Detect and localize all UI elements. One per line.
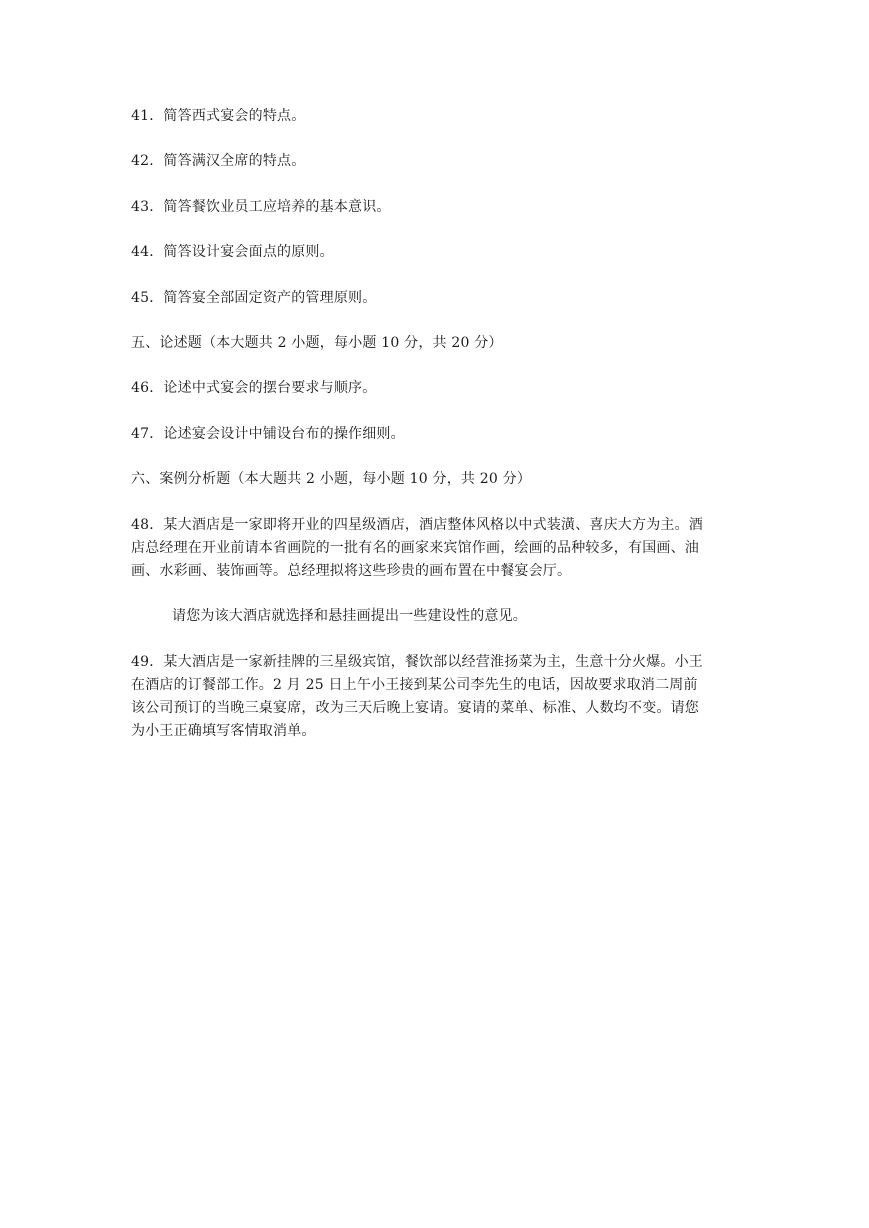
question-48-line: 48．某大酒店是一家即将开业的四星级酒店，酒店整体风格以中式装潢、喜庆大方为主。酒 — [131, 517, 704, 533]
question-48-prompt: 请您为该大酒店就选择和悬挂画提出一些建设性的意见。 — [172, 608, 527, 624]
question-44: 44．简答设计宴会面点的原则。 — [131, 244, 334, 260]
question-46: 46．论述中式宴会的摆台要求与顺序。 — [131, 380, 377, 396]
question-49-line: 该公司预订的当晚三桌宴席，改为三天后晚上宴请。宴请的菜单、标准、人数均不变。请您 — [131, 700, 699, 716]
question-41: 41．简答西式宴会的特点。 — [131, 108, 306, 124]
section-5-heading: 五、论述题（本大题共 2 小题，每小题 10 分，共 20 分） — [131, 335, 503, 351]
question-47: 47．论述宴会设计中铺设台布的操作细则。 — [131, 426, 405, 442]
question-48-line: 店总经理在开业前请本省画院的一批有名的画家来宾馆作画，绘画的品种较多，有国画、油 — [131, 540, 699, 556]
section-6-heading: 六、案例分析题（本大题共 2 小题，每小题 10 分，共 20 分） — [131, 471, 532, 487]
question-49-line: 在酒店的订餐部工作。2 月 25 日上午小王接到某公司李先生的电话，因故要求取消二周前 — [131, 677, 698, 693]
question-49-line: 为小王正确填写客情取消单。 — [131, 723, 316, 739]
question-42: 42．简答满汉全席的特点。 — [131, 153, 306, 169]
question-43: 43．简答餐饮业员工应培养的基本意识。 — [131, 199, 391, 215]
question-45: 45．简答宴全部固定资产的管理原则。 — [131, 290, 377, 306]
question-48-line: 画、水彩画、装饰画等。总经理拟将这些珍贵的画布置在中餐宴会厅。 — [131, 563, 572, 579]
question-49-line: 49．某大酒店是一家新挂牌的三星级宾馆，餐饮部以经营淮扬菜为主，生意十分火爆。小王 — [131, 654, 704, 670]
